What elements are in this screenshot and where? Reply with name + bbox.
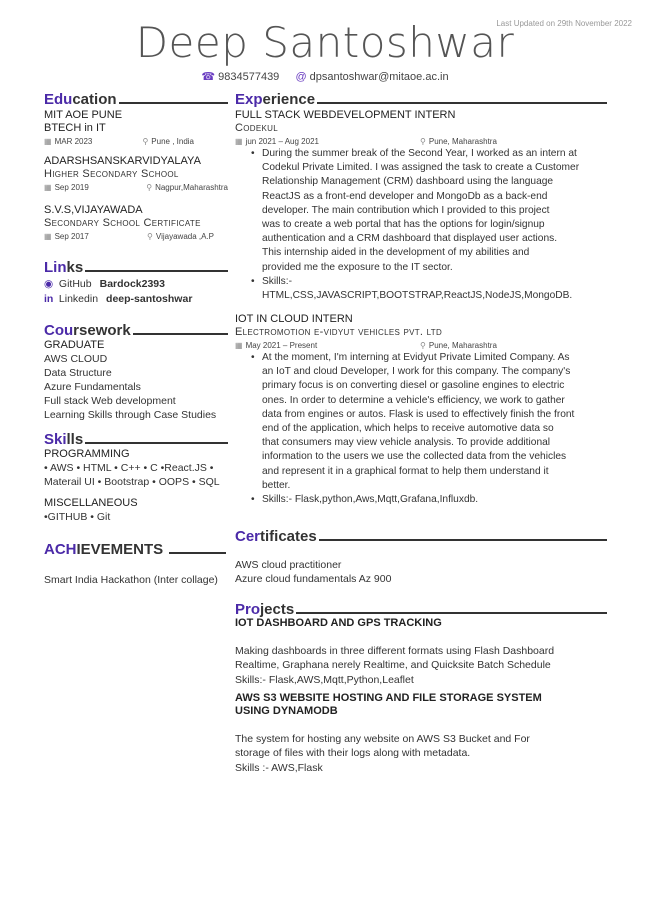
education-item: ADARSHSANSKARVIDYALAYA Higher Secondary School ▦ Sep 2019 ⚲ Nagpur,Maharashtra (44, 155, 228, 192)
degree: BTECH in IT (44, 122, 106, 134)
course-item: Data Structure (44, 367, 112, 379)
experience-heading: Exp erience (235, 91, 607, 108)
education-item: S.V.S,VIJAYAWADA Secondary School Certificate ▦ Sep 2017 ⚲ Vijayawada ,A.P (44, 204, 228, 241)
programming-title: PROGRAMMING (44, 448, 130, 460)
course-item: Azure Fundamentals (44, 381, 141, 393)
certificate-item: AWS cloud practitioner (235, 559, 342, 571)
project-desc: Making dashboards in three different formats using Flash Dashboard Realtime, Graphana nerely Realtime, and Quicksite Batch Schedule Skills:- Flask,AWS,Mqtt,Python,Leaflet (235, 645, 555, 686)
links-list (44, 277, 228, 307)
contact-row (0, 70, 650, 83)
education-item: MIT AOE PUNE BTECH in IT ▦ MAR 2023 ⚲ Pune , India (44, 109, 228, 146)
misc-skills: •GITHUB • Git (44, 511, 111, 523)
job-entry: IOT IN CLOUD INTERN Electromotion e-vidyut vehicles pvt. ltd ▦ May 2021 – Present ⚲ Pune, Maharashtra • At the moment, I'm interning at Evidyut Private Limited Company. As an IoT and cloud Developer, I work for this company. The company's primary focus is on converting diesel or gasoline engines to electric ones. In order to determine a vehicle's efficiency, we work to gather data from engines or autos. Flask is used to effectively finish the front end of the application, which helps to receive automotive data so that consumers may view vehicle analysis. To provide additional information to the users we use the collected data from the vehicles and represent it in a graphical format to help them understand it better. • Skills:- Flask,python,Aws,Mqtt,Grafana,Influxdb. (235, 313, 607, 507)
linkedin-icon: in (44, 293, 54, 305)
achievement-item: Smart India Hackathon (Inter collage) (44, 574, 218, 586)
coursework-subtitle: GRADUATE (44, 339, 105, 351)
project-entry (235, 617, 607, 687)
location-pin-icon: ⚲ (420, 137, 426, 146)
school-name: S.V.S,VIJAYAWADA (44, 204, 143, 216)
calendar-icon: ▦ (44, 232, 52, 241)
projects-heading: Pro jects (235, 601, 607, 618)
certificates-list (235, 558, 607, 586)
email-icon: @ (295, 71, 307, 83)
calendar-icon: ▦ (44, 183, 52, 192)
programming-skills: • AWS • HTML • C++ • C •React.JS • (44, 462, 214, 474)
course-item: AWS CLOUD (44, 353, 108, 365)
job-skills: • Skills:- Flask,python,Aws,Mqtt,Grafana,Influxdb. (262, 493, 607, 507)
job-entry: FULL STACK WEBDEVELOPMENT INTERN Codekul ▦ jun 2021 – Aug 2021 ⚲ Pune, Maharashtra • During the summer break of the Second Year, I worked as an intern at Codekul Private Limited. I was assigned the task to create a Customer Relationship Management (CRM) dashboard using the language ReactJS as a front-end developer and MongoDb as a back-end developer. The main contribution which I provided to this project was to create a web portal that has the options for login/signup authentication and a CRM dashboard that displayed user actions. This internship aided in the development of my abilities and provided me the exposure to the IT sector. • Skills:- HTML,CSS,JAVASCRIPT,BOOTSTRAP,ReactJS,NodeJS,MongoDB. (235, 109, 607, 303)
achievements-heading: ACH IEVEMENTS (44, 541, 226, 558)
programming-skills: Materail UI • Bootstrap • OOPS • SQL (44, 476, 220, 488)
location-pin-icon: ⚲ (147, 232, 153, 241)
project-title: AWS S3 WEBSITE HOSTING AND FILE STORAGE SYSTEM USING DYNAMODB (235, 692, 542, 717)
course-item: Full stack Web development (44, 395, 176, 407)
phone-icon: ☎ (201, 71, 216, 83)
coursework-heading: Cou rsework (44, 322, 228, 339)
degree: Secondary School Certificate (44, 217, 201, 229)
candidate-name: Deep Santoshwar (135, 18, 515, 67)
course-item: Learning Skills through Case Studies (44, 409, 217, 421)
job-role: IOT IN CLOUD INTERN (235, 313, 353, 325)
github-icon: ◉ (44, 278, 54, 290)
job-bullet: • At the moment, I'm interning at Evidyut Private Limited Company. As an IoT and cloud Developer, I work for this company. The company's primary focus is on converting diesel or gasoline engines to electric ones. In order to determine a vehicle's efficiency, we work to gather data from engines or autos. Flask is used to effectively finish the front end of the application, which helps to receive automotive data so that consumers may view vehicle analysis. To provide additional information to the users we use the collected data from the vehicles and represent it in a graphical format to help them understand it better. (262, 351, 607, 493)
education-heading: Edu cation (44, 91, 228, 108)
calendar-icon: ▦ (235, 341, 243, 350)
skills-heading: Ski lls (44, 431, 228, 448)
location-pin-icon: ⚲ (142, 137, 149, 146)
calendar-icon: ▦ (235, 137, 243, 146)
certificates-heading: Cer tificates (235, 528, 607, 545)
coursework-list (44, 339, 228, 422)
misc-title: MISCELLANEOUS (44, 497, 138, 509)
certificate-item: Azure cloud fundamentals Az 900 (235, 573, 392, 585)
job-skills: • Skills:- HTML,CSS,JAVASCRIPT,BOOTSTRAP,ReactJS,NodeJS,MongoDB. (262, 275, 607, 303)
location-pin-icon: ⚲ (420, 341, 426, 350)
job-company: Electromotion e-vidyut vehicles pvt. ltd (235, 326, 443, 338)
job-bullet: • During the summer break of the Second Year, I worked as an intern at Codekul Private Limited. I was assigned the task to create a Customer Relationship Management (CRM) dashboard using the language ReactJS as a front-end developer and MongoDb as a back-end developer. The main contribution which I provided to this project was to create a web portal that has the options for login/signup authentication and a CRM dashboard that displayed user actions. This internship aided in the development of my abilities and provided me the exposure to the IT sector. (262, 147, 607, 275)
degree: Higher Secondary School (44, 168, 179, 180)
location-pin-icon: ⚲ (146, 183, 153, 192)
phone-number[interactable]: 9834577439 (218, 71, 280, 83)
school-name: MIT AOE PUNE (44, 109, 123, 121)
job-company: Codekul (235, 122, 278, 134)
school-name: ADARSHSANSKARVIDYALAYA (44, 155, 201, 167)
calendar-icon: ▦ (44, 137, 52, 146)
skills-block (44, 448, 228, 524)
github-link[interactable]: ◉ GitHub Bardock2393 (44, 278, 165, 290)
job-role: FULL STACK WEBDEVELOPMENT INTERN (235, 109, 456, 121)
email-address[interactable]: dpsantoshwar@mitaoe.ac.in (309, 71, 449, 83)
project-entry (235, 692, 607, 775)
project-title: IOT DASHBOARD AND GPS TRACKING (235, 617, 442, 629)
links-heading: Lin ks (44, 259, 228, 276)
project-desc: The system for hosting any website on AWS S3 Bucket and For storage of files with their logs along with metadata. Skills :- AWS,Flask (235, 733, 530, 774)
linkedin-link[interactable]: in Linkedin deep-santoshwar (44, 293, 193, 305)
last-updated: Last Updated on 29th November 2022 (496, 19, 632, 28)
